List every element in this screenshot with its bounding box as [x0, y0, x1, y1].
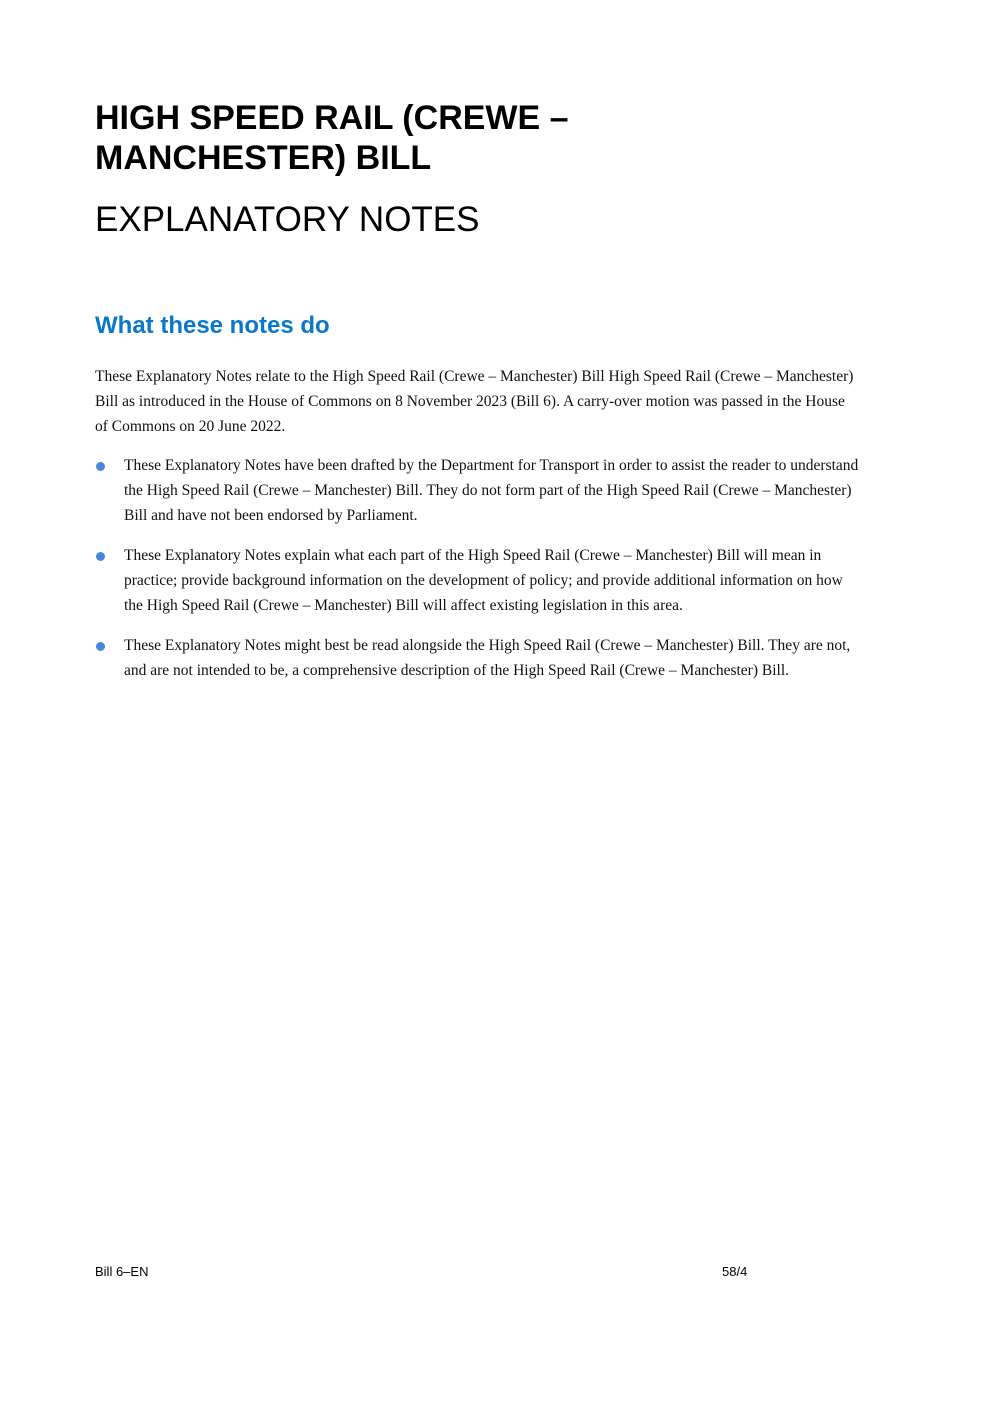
- bullet-item: [95, 633, 865, 683]
- bullet-text: These Explanatory Notes have been drafted by the Department for Transport in order to assist the reader to understand the High Speed Rail (Crewe – Manchester) Bill. They do not form part of the High Speed Rail (Crewe – Manchester) Bill and have not been endorsed by Parliament.: [124, 457, 859, 524]
- document-title: HIGH SPEED RAIL (CREWE – MANCHESTER) BILL: [95, 99, 569, 177]
- footer-bill-reference: Bill 6–EN: [95, 1264, 149, 1279]
- document-subtitle: EXPLANATORY NOTES: [95, 200, 480, 239]
- bullet-text: These Explanatory Notes might best be read alongside the High Speed Rail (Crewe – Manchester) Bill. They are not, and are not intended to be, a comprehensive description of the High Speed Rail (Crewe – Manchester) Bill.: [124, 637, 851, 679]
- bullet-dot-icon: [96, 552, 105, 561]
- bullet-item: [95, 543, 865, 618]
- section-heading: What these notes do: [95, 312, 330, 339]
- bullet-list: [95, 453, 865, 698]
- footer-page-code: 58/4: [722, 1264, 748, 1279]
- bullet-dot-icon: [96, 642, 105, 651]
- bullet-dot-icon: [96, 462, 105, 471]
- bullet-text: These Explanatory Notes explain what each part of the High Speed Rail (Crewe – Manchester) Bill will mean in practice; provide background information on the development of policy; and provide additional information on how the High Speed Rail (Crewe – Manchester) Bill will affect existing legislation in this area.: [124, 547, 843, 614]
- bullet-item: [95, 453, 865, 528]
- intro-paragraph: These Explanatory Notes relate to the High Speed Rail (Crewe – Manchester) Bill High Speed Rail (Crewe – Manchester) Bill as introduced in the House of Commons on 8 November 2023 (Bill 6). A carry-over motion was passed in the House of Commons on 20 June 2022.: [95, 368, 854, 435]
